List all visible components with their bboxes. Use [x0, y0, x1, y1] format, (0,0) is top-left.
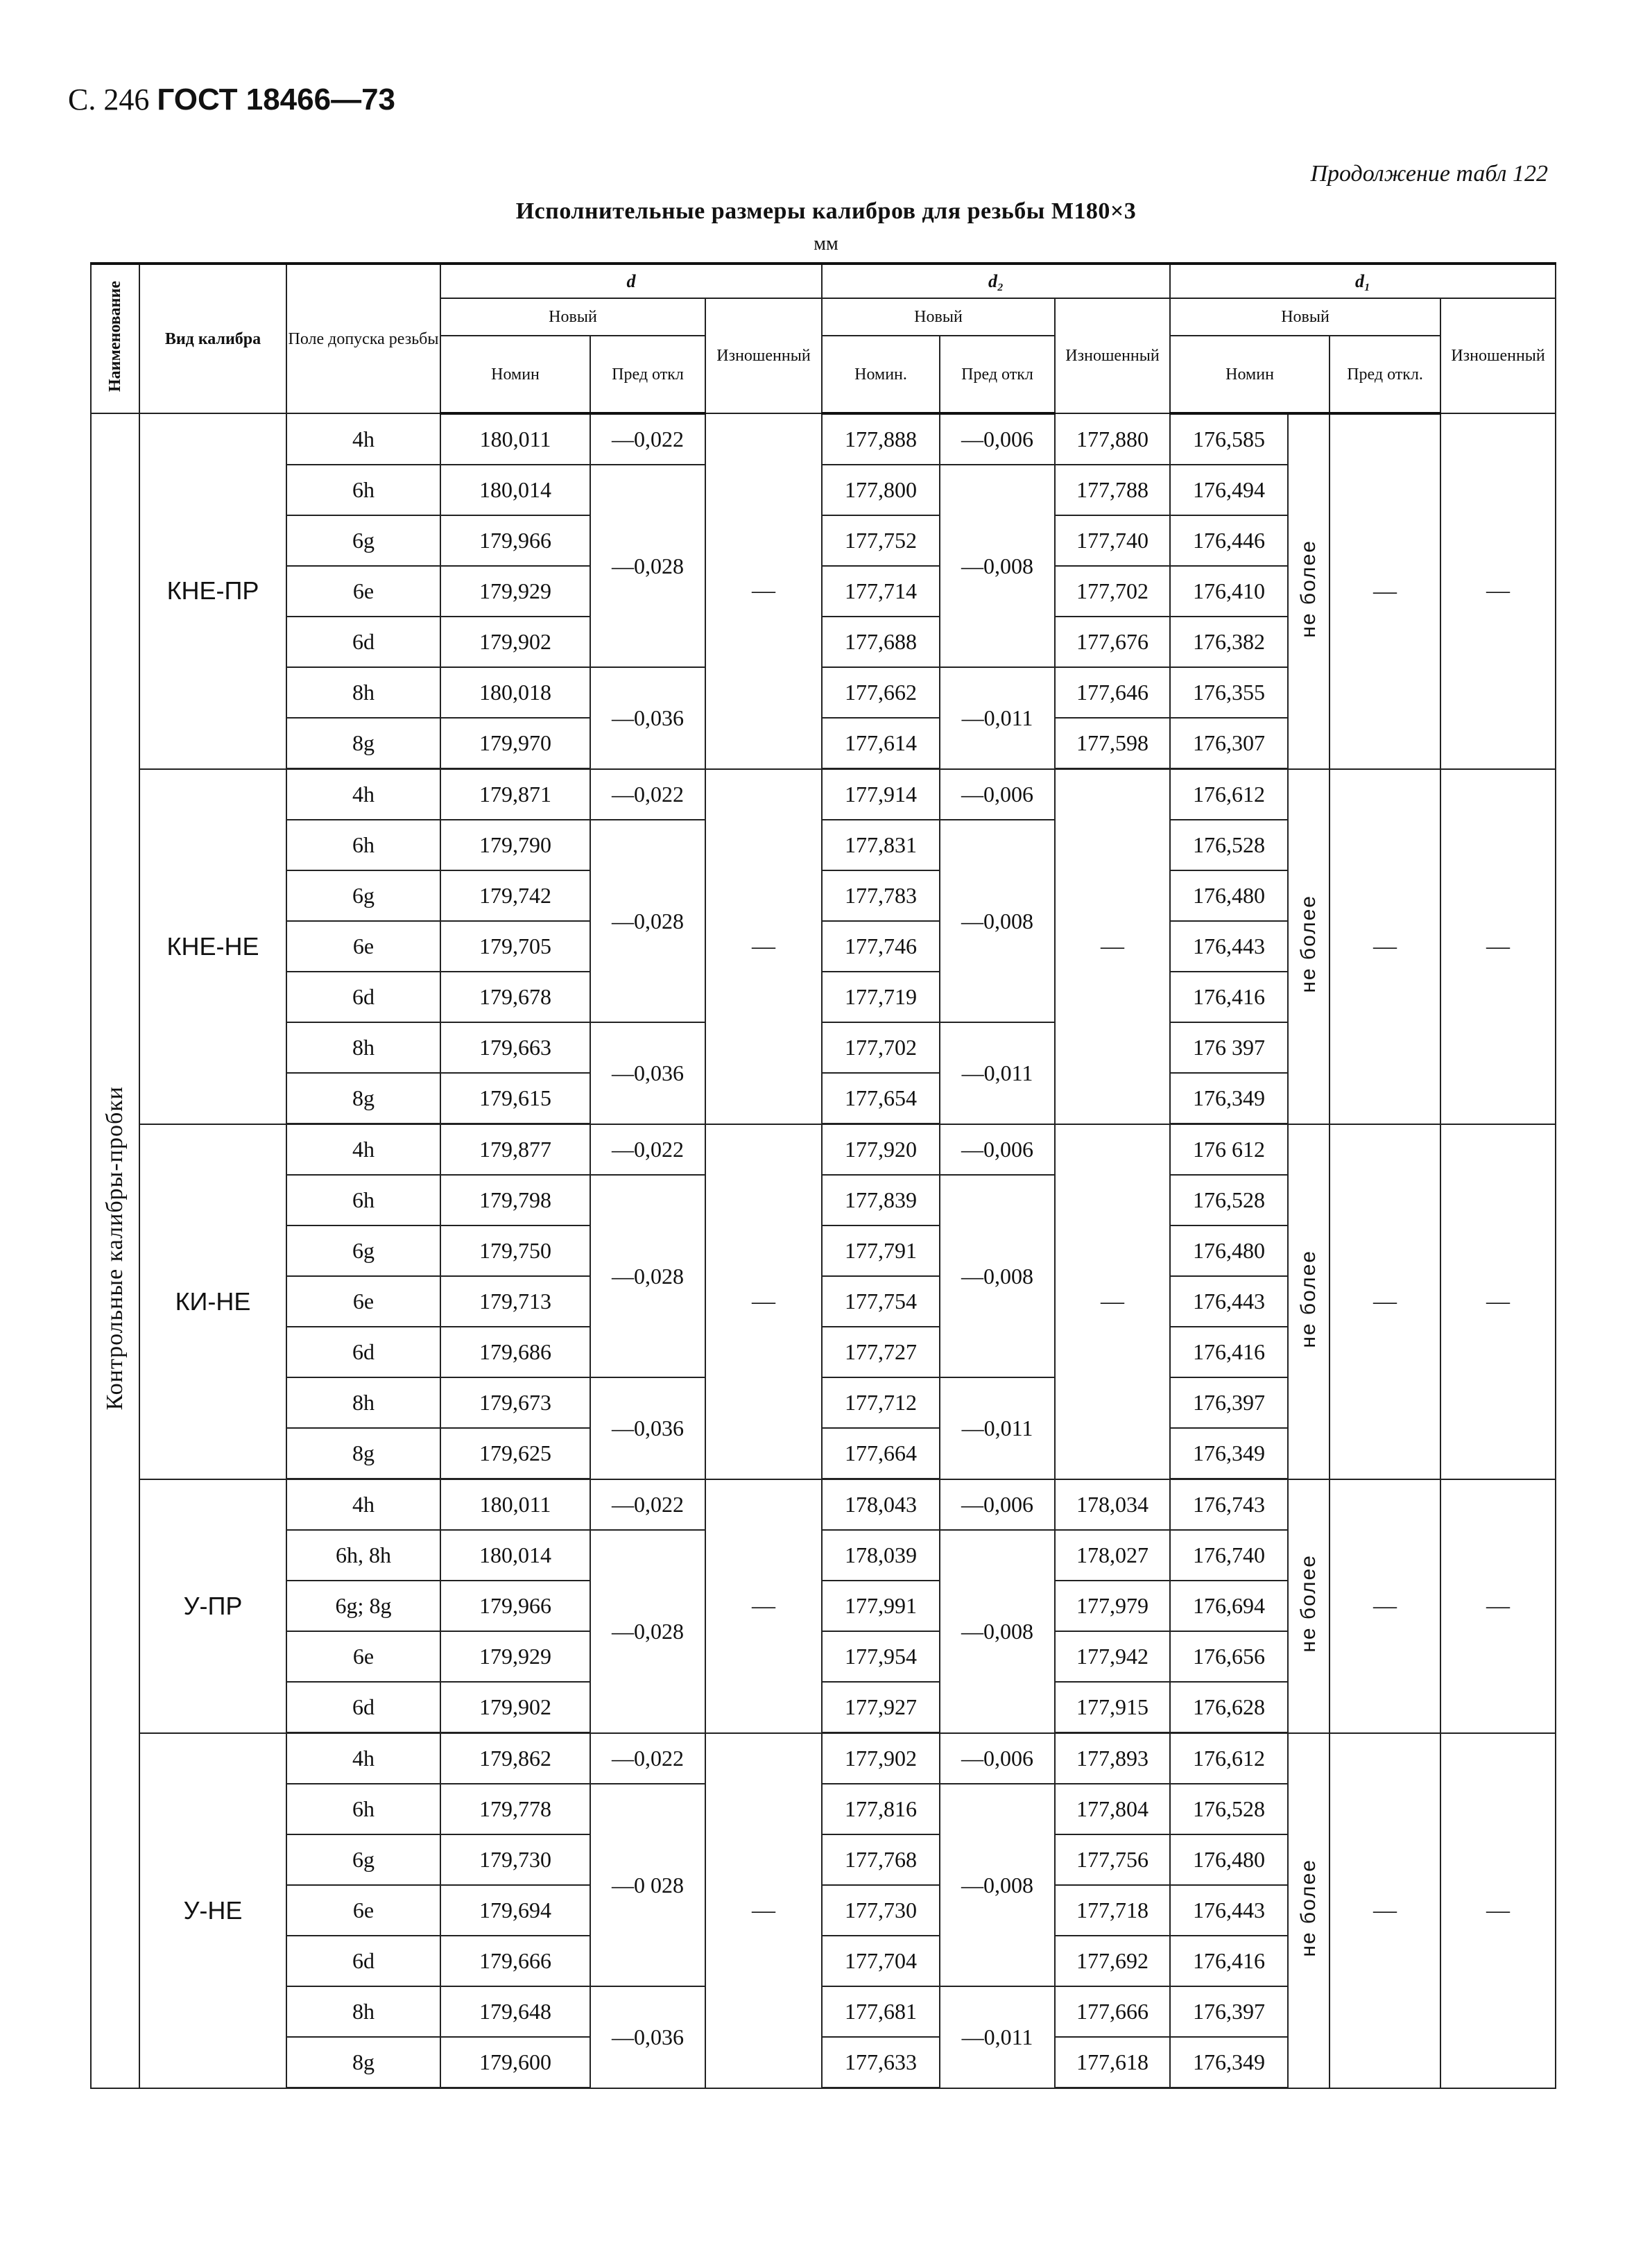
page-number: С. 246: [68, 83, 150, 117]
d2-deviation: —0,008: [940, 820, 1055, 1022]
d1-nominal: 176,628: [1170, 1682, 1288, 1733]
d-worn-dash: —: [705, 413, 822, 769]
d1-deviation-dash: —: [1330, 413, 1440, 769]
d2-new-header: Новый: [822, 298, 1055, 336]
d1-nominal: 176,416: [1170, 1327, 1288, 1377]
d2-worn: 177,646: [1055, 667, 1170, 718]
tolerance-field: 6g: [286, 515, 440, 566]
d1-nominal: 176,612: [1170, 1733, 1288, 1784]
d2-worn: 177,915: [1055, 1682, 1170, 1733]
d1-nominal: 176,416: [1170, 972, 1288, 1022]
d1-nominal: 176,443: [1170, 1885, 1288, 1936]
tolerance-field: 6g: [286, 870, 440, 921]
d2-nominal: 177,704: [822, 1936, 940, 1986]
d2-nominal: 177,664: [822, 1428, 940, 1479]
d-deviation: —0,036: [590, 1022, 705, 1124]
d1-worn-dash: —: [1440, 413, 1556, 769]
col-d-header: d: [440, 264, 822, 298]
d2-nominal: 177,633: [822, 2037, 940, 2088]
d-deviation: —0,022: [590, 1733, 705, 1784]
d1-worn-dash: —: [1440, 769, 1556, 1124]
d-worn-dash: —: [705, 1124, 822, 1479]
table-row: [91, 1124, 1556, 1176]
d2-nominal: 177,920: [822, 1124, 940, 1176]
d-nominal: 180,018: [440, 667, 590, 718]
d1-worn-dash: —: [1440, 1124, 1556, 1479]
table-row: [91, 769, 1556, 820]
d1-nominal: 176,656: [1170, 1631, 1288, 1682]
d2-worn-header: Изношенный: [1055, 298, 1170, 413]
d1-nominal: 176,349: [1170, 1073, 1288, 1124]
d-nominal: 179,902: [440, 617, 590, 667]
d1-nominal: 176,494: [1170, 465, 1288, 515]
tolerance-field: 4h: [286, 1733, 440, 1784]
d-nominal: 179,970: [440, 718, 590, 769]
d-deviation: —0,028: [590, 1530, 705, 1733]
tolerance-field: 8g: [286, 1073, 440, 1124]
d2-deviation: —0,011: [940, 1377, 1055, 1479]
d1-nominal: 176,307: [1170, 718, 1288, 769]
d-nominal: 179,862: [440, 1733, 590, 1784]
tolerance-field: 6g: [286, 1834, 440, 1885]
d2-nominal: 177,730: [822, 1885, 940, 1936]
d2-deviation: —0,008: [940, 1175, 1055, 1377]
d1-limit-note: [1288, 1124, 1330, 1479]
d2-worn: 177,692: [1055, 1936, 1170, 1986]
d-nominal: 179,730: [440, 1834, 590, 1885]
not-more-text: не более: [1297, 1249, 1320, 1348]
tolerance-field: 6e: [286, 921, 440, 972]
d-nominal: 179,678: [440, 972, 590, 1022]
d-deviation: —0,036: [590, 1377, 705, 1479]
d2-nominal: 177,614: [822, 718, 940, 769]
col-type-header: Вид калибра: [139, 264, 286, 413]
d2-deviation: —0,008: [940, 1530, 1055, 1733]
d2-nominal: 177,991: [822, 1581, 940, 1631]
d-worn-header: Изношенный: [705, 298, 822, 413]
d2-worn: 177,598: [1055, 718, 1170, 769]
tolerance-field: 6h: [286, 1784, 440, 1834]
d1-worn-header: Изношенный: [1440, 298, 1556, 413]
d2-worn: 177,942: [1055, 1631, 1170, 1682]
table-row: [91, 413, 1556, 465]
d2-deviation: —0,006: [940, 1733, 1055, 1784]
tolerance-field: 6d: [286, 617, 440, 667]
d2-nominal: 177,754: [822, 1276, 940, 1327]
page-header: [68, 82, 395, 117]
d2-nominal: 177,839: [822, 1175, 940, 1225]
d-nominal-header: Номин: [440, 336, 590, 413]
d1-nominal: 176,443: [1170, 921, 1288, 972]
tolerance-field: 8g: [286, 1428, 440, 1479]
gauge-type-name: У-НЕ: [139, 1733, 286, 2088]
d2-nominal: 177,954: [822, 1631, 940, 1682]
d2-nominal: 177,702: [822, 1022, 940, 1073]
d1-dev-header: Пред откл.: [1330, 336, 1440, 413]
d2-nominal: 177,727: [822, 1327, 940, 1377]
d-nominal: 180,014: [440, 465, 590, 515]
d-nominal: 179,663: [440, 1022, 590, 1073]
d2-nominal: 177,714: [822, 566, 940, 617]
d1-nominal-header: Номин: [1170, 336, 1330, 413]
d1-nominal: 176,740: [1170, 1530, 1288, 1581]
d-nominal: 179,790: [440, 820, 590, 870]
col-d1-header: d₁: [1170, 264, 1556, 298]
d-nominal: 179,686: [440, 1327, 590, 1377]
d2-deviation: —0,008: [940, 465, 1055, 667]
d1-nominal: 176,410: [1170, 566, 1288, 617]
d-nominal: 180,011: [440, 413, 590, 465]
d1-nominal: 176,528: [1170, 820, 1288, 870]
d-nominal: 179,929: [440, 566, 590, 617]
d-nominal: 179,600: [440, 2037, 590, 2088]
d2-worn: 177,618: [1055, 2037, 1170, 2088]
table-row: [91, 1479, 1556, 1531]
d-nominal: 179,902: [440, 1682, 590, 1733]
d2-nominal: 177,783: [822, 870, 940, 921]
d-deviation: —0,028: [590, 1175, 705, 1377]
d-nominal: 179,966: [440, 515, 590, 566]
d2-nominal: 177,927: [822, 1682, 940, 1733]
d2-worn: 177,702: [1055, 566, 1170, 617]
gauge-type-name: КИ-НЕ: [139, 1124, 286, 1479]
tolerance-field: 6d: [286, 1327, 440, 1377]
d1-worn-dash: —: [1440, 1479, 1556, 1733]
tolerance-field: 4h: [286, 769, 440, 820]
d1-deviation-dash: —: [1330, 1733, 1440, 2088]
d1-limit-note: [1288, 1733, 1330, 2088]
not-more-text: не более: [1297, 894, 1320, 993]
d-deviation: —0 028: [590, 1784, 705, 1986]
d-nominal: 179,615: [440, 1073, 590, 1124]
gauge-dimensions-table: [90, 262, 1556, 2089]
d-nominal: 179,742: [440, 870, 590, 921]
not-more-text: не более: [1297, 539, 1320, 638]
tolerance-field: 6d: [286, 1682, 440, 1733]
d2-worn: 177,718: [1055, 1885, 1170, 1936]
d1-nominal: 176,585: [1170, 413, 1288, 465]
d2-nominal: 177,902: [822, 1733, 940, 1784]
d-dev-header: Пред откл: [590, 336, 705, 413]
tolerance-field: 8h: [286, 1986, 440, 2037]
d1-nominal: 176,480: [1170, 1834, 1288, 1885]
gauge-type-name: КНЕ-НЕ: [139, 769, 286, 1124]
col-field-header: Поле допуска резьбы: [286, 264, 440, 413]
tolerance-field: 6h: [286, 1175, 440, 1225]
d1-nominal: 176,480: [1170, 870, 1288, 921]
d-nominal: 179,966: [440, 1581, 590, 1631]
row-group-label: [91, 413, 139, 2088]
d2-nominal: 177,914: [822, 769, 940, 820]
d2-nominal: 177,831: [822, 820, 940, 870]
d2-deviation: —0,006: [940, 769, 1055, 820]
d2-nominal: 177,681: [822, 1986, 940, 2037]
d2-worn: 177,756: [1055, 1834, 1170, 1885]
d1-limit-note: [1288, 1479, 1330, 1733]
gauge-type-name: У-ПР: [139, 1479, 286, 1733]
d2-worn: 177,676: [1055, 617, 1170, 667]
tolerance-field: 8g: [286, 2037, 440, 2088]
row-group-label-text: Контрольные калибры-пробки: [102, 1085, 128, 1410]
d2-nominal: 177,688: [822, 617, 940, 667]
d-deviation: —0,028: [590, 465, 705, 667]
d1-nominal: 176,443: [1170, 1276, 1288, 1327]
d1-deviation-dash: —: [1330, 1479, 1440, 1733]
d-nominal: 180,014: [440, 1530, 590, 1581]
d1-nominal: 176,355: [1170, 667, 1288, 718]
d1-nominal: 176,397: [1170, 1986, 1288, 2037]
d2-dev-header: Пред откл: [940, 336, 1055, 413]
unit-label: мм: [814, 233, 838, 255]
tolerance-field: 6h, 8h: [286, 1530, 440, 1581]
d2-deviation: —0,011: [940, 1986, 1055, 2088]
gauge-type-name: КНЕ-ПР: [139, 413, 286, 769]
d2-worn: 177,804: [1055, 1784, 1170, 1834]
tolerance-field: 4h: [286, 413, 440, 465]
d2-nominal: 178,039: [822, 1530, 940, 1581]
tolerance-field: 4h: [286, 1124, 440, 1176]
d2-deviation: —0,006: [940, 1479, 1055, 1531]
d1-nominal: 176,382: [1170, 617, 1288, 667]
d-nominal: 180,011: [440, 1479, 590, 1531]
d2-nominal: 177,816: [822, 1784, 940, 1834]
d-deviation: —0,022: [590, 1124, 705, 1176]
d-nominal: 179,666: [440, 1936, 590, 1986]
d-nominal: 179,648: [440, 1986, 590, 2037]
col-name-header: Наименование: [91, 264, 139, 413]
standard-code: ГОСТ 18466—73: [157, 83, 396, 117]
d2-nominal: 177,888: [822, 413, 940, 465]
d-nominal: 179,871: [440, 769, 590, 820]
tolerance-field: 6e: [286, 566, 440, 617]
d-worn-dash: —: [705, 1479, 822, 1733]
d2-worn: 177,880: [1055, 413, 1170, 465]
d2-worn: 178,034: [1055, 1479, 1170, 1531]
d-nominal: 179,798: [440, 1175, 590, 1225]
d2-worn: 178,027: [1055, 1530, 1170, 1581]
d-deviation: —0,022: [590, 769, 705, 820]
d-new-header: Новый: [440, 298, 705, 336]
d-worn-dash: —: [705, 1733, 822, 2088]
d1-nominal: 176 612: [1170, 1124, 1288, 1176]
d-nominal: 179,713: [440, 1276, 590, 1327]
tolerance-field: 6e: [286, 1276, 440, 1327]
d2-worn-dash: —: [1055, 1124, 1170, 1479]
d-worn-dash: —: [705, 769, 822, 1124]
d2-nominal: 177,746: [822, 921, 940, 972]
table-row: [91, 1733, 1556, 1784]
not-more-text: не более: [1297, 1554, 1320, 1653]
d1-nominal: 176,528: [1170, 1784, 1288, 1834]
d1-nominal: 176,397: [1170, 1377, 1288, 1428]
d1-nominal: 176,349: [1170, 2037, 1288, 2088]
tolerance-field: 6h: [286, 820, 440, 870]
d-nominal: 179,929: [440, 1631, 590, 1682]
d2-worn: 177,893: [1055, 1733, 1170, 1784]
table-title: Исполнительные размеры калибров для резьбы М180×3: [515, 198, 1137, 224]
d2-nominal: 177,768: [822, 1834, 940, 1885]
d2-nominal: 177,791: [822, 1225, 940, 1276]
d2-deviation: —0,011: [940, 667, 1055, 769]
d-deviation: —0,022: [590, 413, 705, 465]
d2-deviation: —0,008: [940, 1784, 1055, 1986]
d2-nominal: 178,043: [822, 1479, 940, 1531]
d-deviation: —0,028: [590, 820, 705, 1022]
d1-worn-dash: —: [1440, 1733, 1556, 2088]
d-deviation: —0,036: [590, 1986, 705, 2088]
d2-worn: 177,666: [1055, 1986, 1170, 2037]
d1-new-header: Новый: [1170, 298, 1440, 336]
d1-nominal: 176,528: [1170, 1175, 1288, 1225]
tolerance-field: 4h: [286, 1479, 440, 1531]
d2-nominal: 177,800: [822, 465, 940, 515]
d2-deviation: —0,006: [940, 413, 1055, 465]
d2-nominal: 177,719: [822, 972, 940, 1022]
tolerance-field: 6g: [286, 1225, 440, 1276]
tolerance-field: 8h: [286, 1022, 440, 1073]
d1-nominal: 176 397: [1170, 1022, 1288, 1073]
d-nominal: 179,673: [440, 1377, 590, 1428]
d2-deviation: —0,006: [940, 1124, 1055, 1176]
d-nominal: 179,778: [440, 1784, 590, 1834]
d1-deviation-dash: —: [1330, 1124, 1440, 1479]
d2-worn: 177,788: [1055, 465, 1170, 515]
d1-limit-note: [1288, 769, 1330, 1124]
d1-nominal: 176,416: [1170, 1936, 1288, 1986]
table-continuation: Продолжение табл 122: [1310, 161, 1548, 187]
d2-deviation: —0,011: [940, 1022, 1055, 1124]
table-body: [91, 413, 1556, 2088]
d2-nominal: 177,712: [822, 1377, 940, 1428]
d1-nominal: 176,694: [1170, 1581, 1288, 1631]
d1-deviation-dash: —: [1330, 769, 1440, 1124]
tolerance-field: 6e: [286, 1631, 440, 1682]
d-deviation: —0,036: [590, 667, 705, 769]
d-nominal: 179,705: [440, 921, 590, 972]
d2-nominal: 177,662: [822, 667, 940, 718]
d1-nominal: 176,480: [1170, 1225, 1288, 1276]
d2-worn: 177,740: [1055, 515, 1170, 566]
tolerance-field: 6d: [286, 1936, 440, 1986]
tolerance-field: 6d: [286, 972, 440, 1022]
d1-nominal: 176,446: [1170, 515, 1288, 566]
d-nominal: 179,625: [440, 1428, 590, 1479]
d1-nominal: 176,349: [1170, 1428, 1288, 1479]
tolerance-field: 6h: [286, 465, 440, 515]
d2-nominal: 177,654: [822, 1073, 940, 1124]
tolerance-field: 8h: [286, 1377, 440, 1428]
d-nominal: 179,694: [440, 1885, 590, 1936]
d-nominal: 179,877: [440, 1124, 590, 1176]
d1-nominal: 176,743: [1170, 1479, 1288, 1531]
d-nominal: 179,750: [440, 1225, 590, 1276]
not-more-text: не более: [1297, 1858, 1320, 1957]
d2-worn-dash: —: [1055, 769, 1170, 1124]
d2-nominal-header: Номин.: [822, 336, 940, 413]
d-deviation: —0,022: [590, 1479, 705, 1531]
tolerance-field: 8g: [286, 718, 440, 769]
tolerance-field: 6g; 8g: [286, 1581, 440, 1631]
d2-nominal: 177,752: [822, 515, 940, 566]
col-d2-header: d₂: [822, 264, 1170, 298]
tolerance-field: 8h: [286, 667, 440, 718]
tolerance-field: 6e: [286, 1885, 440, 1936]
d2-worn: 177,979: [1055, 1581, 1170, 1631]
d1-nominal: 176,612: [1170, 769, 1288, 820]
d1-limit-note: [1288, 413, 1330, 769]
